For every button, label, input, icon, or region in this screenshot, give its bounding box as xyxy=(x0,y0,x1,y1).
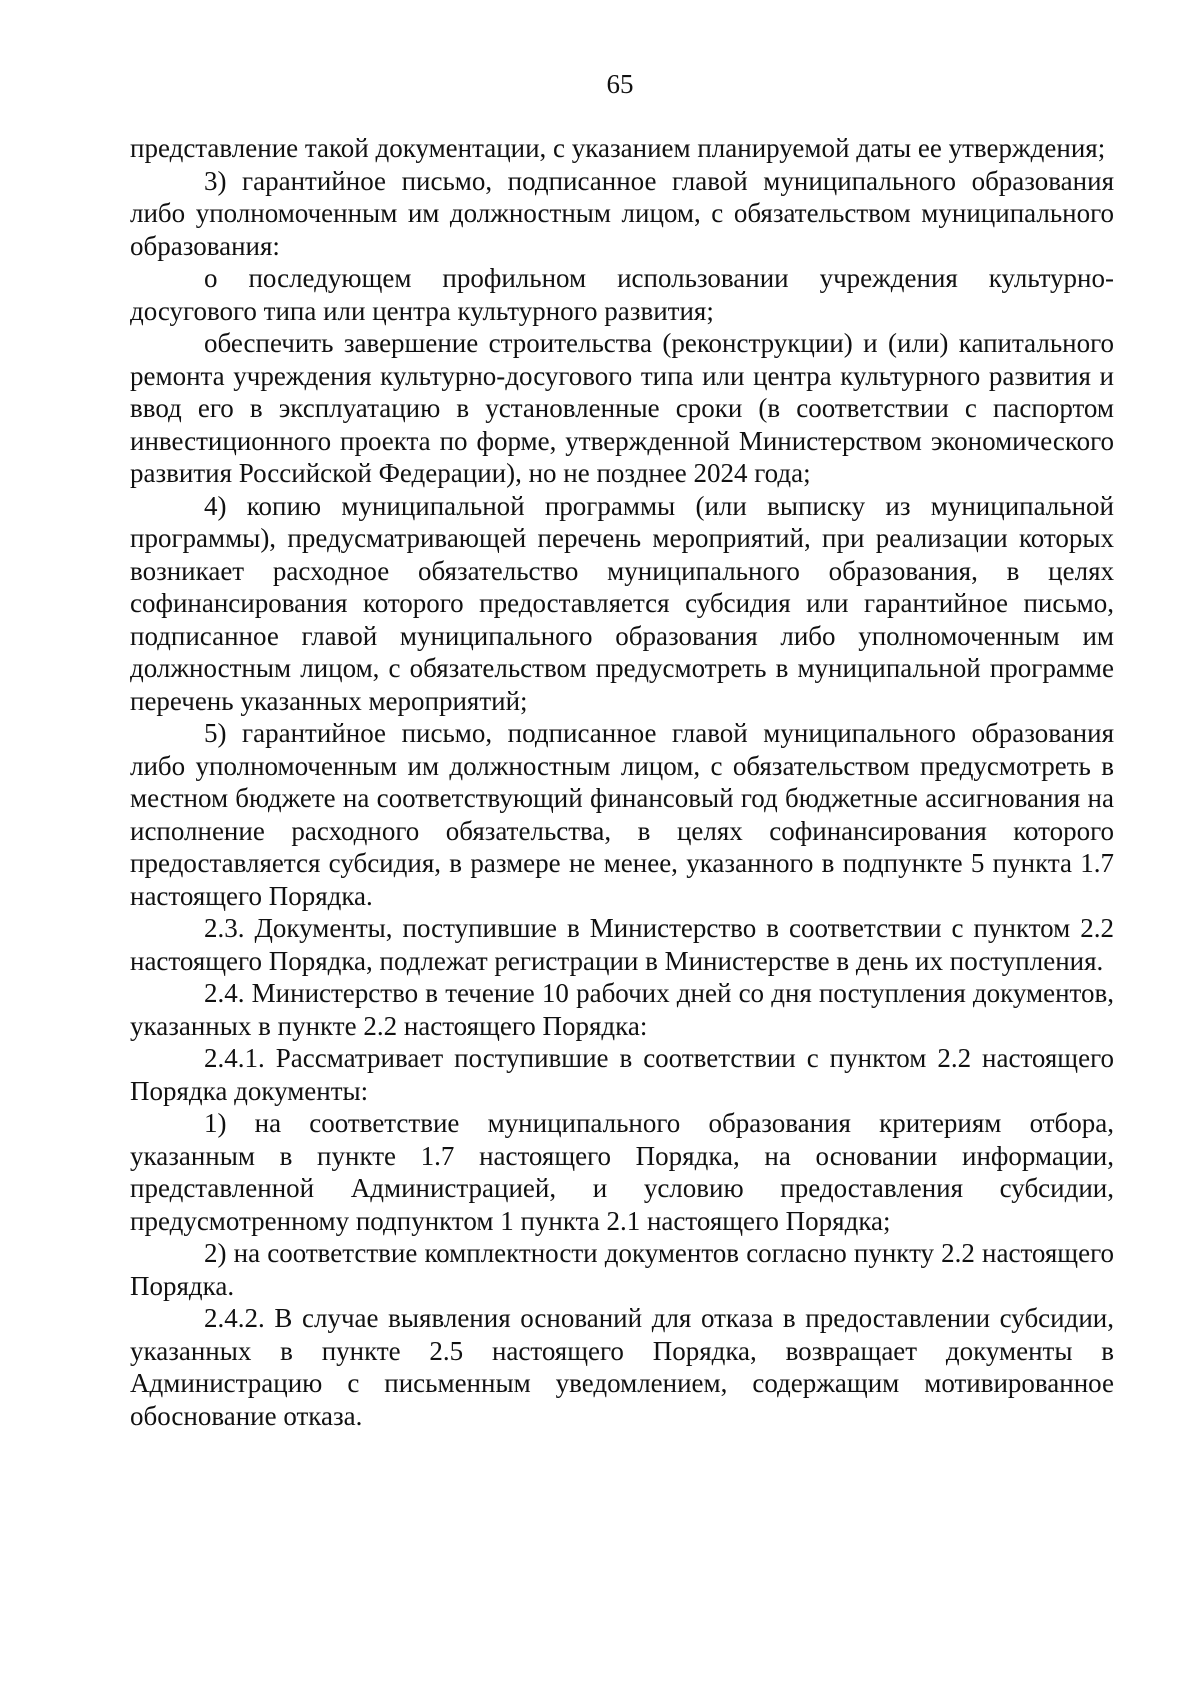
paragraph-profile-use: о последующем профильном использовании учреждения культурно-досугового типа или центра культурного развития; xyxy=(130,263,1114,326)
paragraph-completion-obligation: обеспечить завершение строительства (реконструкции) и (или) капитального ремонта учреждения культурно-досугового типа или центра культурного развития и ввод его в эксплуатацию в установленные сроки (в соответствии с паспортом инвестиционного проекта по форме, утвержденной Министерством экономического развития Российской Федерации), но не позднее 2024 года; xyxy=(130,328,1114,488)
paragraph-2-4-1: 2.4.1. Рассматривает поступившие в соответствии с пунктом 2.2 настоящего Порядка документы: xyxy=(130,1043,1114,1106)
paragraph-item-4: 4) копию муниципальной программы (или выписку из муниципальной программы), предусматривающей перечень мероприятий, при реализации которых возникает расходное обязательство муниципального образования, в целях софинансирования которого предоставляется субсидия или гарантийное письмо, подписанное главой муниципального образования либо уполномоченным им должностным лицом, с обязательством предусмотреть в муниципальной программе перечень указанных мероприятий; xyxy=(130,490,1114,716)
paragraph-continuation: представление такой документации, с указанием планируемой даты ее утверждения; xyxy=(130,133,1106,163)
paragraph-2-3: 2.3. Документы, поступившие в Министерство в соответствии с пунктом 2.2 настоящего Порядка, подлежат регистрации в Министерстве в день их поступления. xyxy=(130,913,1114,976)
document-body xyxy=(130,132,1114,1432)
paragraph-2-4-1-item-1: 1) на соответствие муниципального образования критериям отбора, указанным в пункте 1.7 настоящего Порядка, на основании информации, представленной Администрацией, и условию предоставления субсидии, предусмотренному подпунктом 1 пункта 2.1 настоящего Порядка; xyxy=(130,1108,1114,1236)
paragraph-2-4-1-item-2: 2) на соответствие комплектности документов согласно пункту 2.2 настоящего Порядка. xyxy=(130,1238,1114,1301)
page-number: 65 xyxy=(606,69,634,99)
paragraph-item-3: 3) гарантийное письмо, подписанное главой муниципального образования либо уполномоченным им должностным лицом, с обязательством муниципального образования: xyxy=(130,165,1114,261)
paragraph-2-4: 2.4. Министерство в течение 10 рабочих дней со дня поступления документов, указанных в пункте 2.2 настоящего Порядка: xyxy=(130,978,1114,1041)
paragraph-2-4-2: 2.4.2. В случае выявления оснований для отказа в предоставлении субсидии, указанных в пункте 2.5 настоящего Порядка, возвращает документы в Администрацию с письменным уведомлением, содержащим мотивированное обоснование отказа. xyxy=(130,1303,1114,1431)
paragraph-item-5: 5) гарантийное письмо, подписанное главой муниципального образования либо уполномоченным им должностным лицом, с обязательством предусмотреть в местном бюджете на соответствующий финансовый год бюджетные ассигнования на исполнение расходного обязательства, в целях софинансирования которого предоставляется субсидия, в размере не менее, указанного в подпункте 5 пункта 1.7 настоящего Порядка. xyxy=(130,718,1114,911)
